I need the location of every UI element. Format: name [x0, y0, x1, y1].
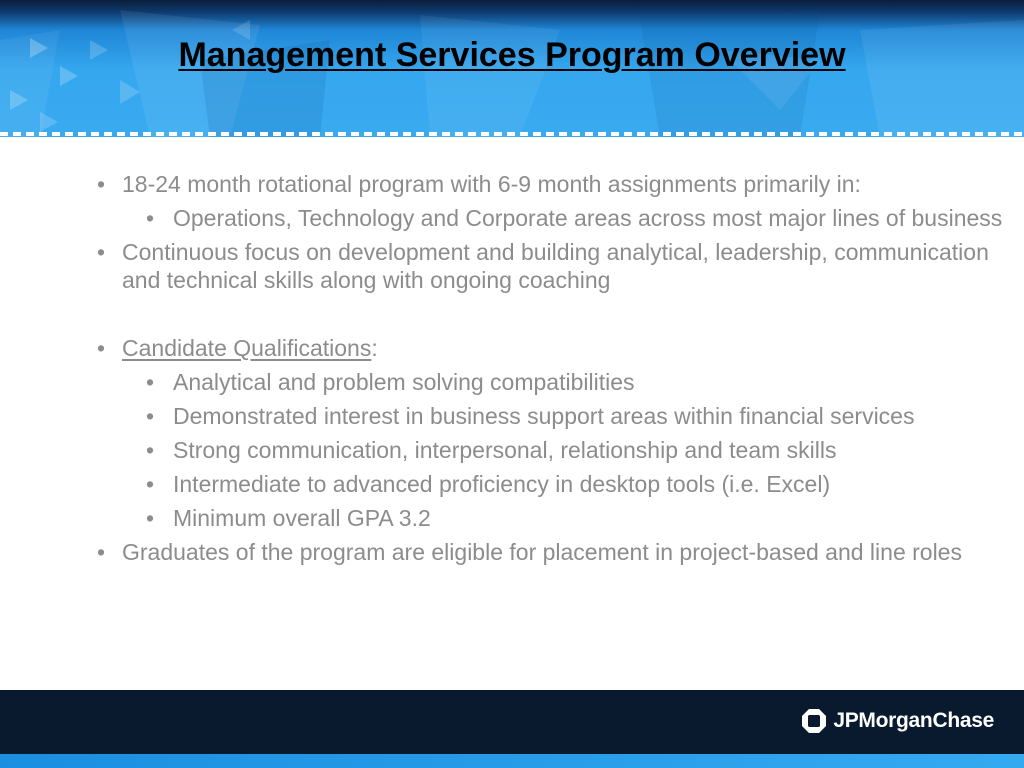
bullet-text: Minimum overall GPA 3.2: [173, 505, 431, 531]
bullet-glyph: •: [146, 205, 155, 231]
bullet-text: Analytical and problem solving compatibilities: [173, 369, 635, 395]
sub-bullet-item: [90, 470, 1005, 498]
heading-colon: :: [371, 335, 378, 361]
bullet-glyph: •: [146, 403, 155, 429]
bullet-glyph: •: [146, 471, 155, 497]
company-logo: [801, 704, 994, 738]
paragraph-spacer: [90, 300, 1005, 334]
bullet-item: [90, 538, 1005, 566]
bullet-item: [90, 238, 1005, 294]
bullet-item: [90, 334, 1005, 362]
header-dashed-divider: [0, 132, 1024, 136]
bullet-glyph: •: [146, 505, 155, 531]
bullet-list: [90, 170, 1005, 572]
bullet-text: Operations, Technology and Corporate areas across most major lines of business: [173, 205, 1003, 231]
bullet-text: 18-24 month rotational program with 6-9 month assignments primarily in:: [122, 171, 861, 197]
logo-wordmark: JPMorganChase: [833, 709, 994, 732]
slide-title: Management Services Program Overview: [178, 36, 846, 74]
footer-accent-strip: [0, 754, 1024, 768]
bullet-glyph: •: [146, 369, 155, 395]
bullet-text: Intermediate to advanced proficiency in desktop tools (i.e. Excel): [173, 471, 831, 497]
bullet-glyph: •: [97, 539, 106, 565]
sub-bullet-item: [90, 402, 1005, 430]
sub-bullet-item: [90, 436, 1005, 464]
bullet-glyph: •: [146, 437, 155, 463]
bullet-glyph: •: [97, 171, 106, 197]
bullet-text: Strong communication, interpersonal, relationship and team skills: [173, 437, 837, 463]
sub-bullet-item: [90, 368, 1005, 396]
bullet-text: Graduates of the program are eligible for placement in project-based and line roles: [122, 539, 962, 565]
bullet-glyph: •: [97, 239, 106, 265]
octagon-logo-icon: [801, 708, 827, 734]
bullet-glyph: •: [97, 335, 106, 361]
section-heading-text: Candidate Qualifications: [122, 335, 372, 361]
bullet-item: [90, 170, 1005, 198]
bullet-text: Demonstrated interest in business support areas within financial services: [173, 403, 915, 429]
sub-bullet-item: [90, 204, 1005, 232]
sub-bullet-item: [90, 504, 1005, 532]
bullet-text: Continuous focus on development and building analytical, leadership, communication and technical skills along with ongoing coaching: [122, 239, 989, 293]
header-banner: [0, 0, 1024, 137]
